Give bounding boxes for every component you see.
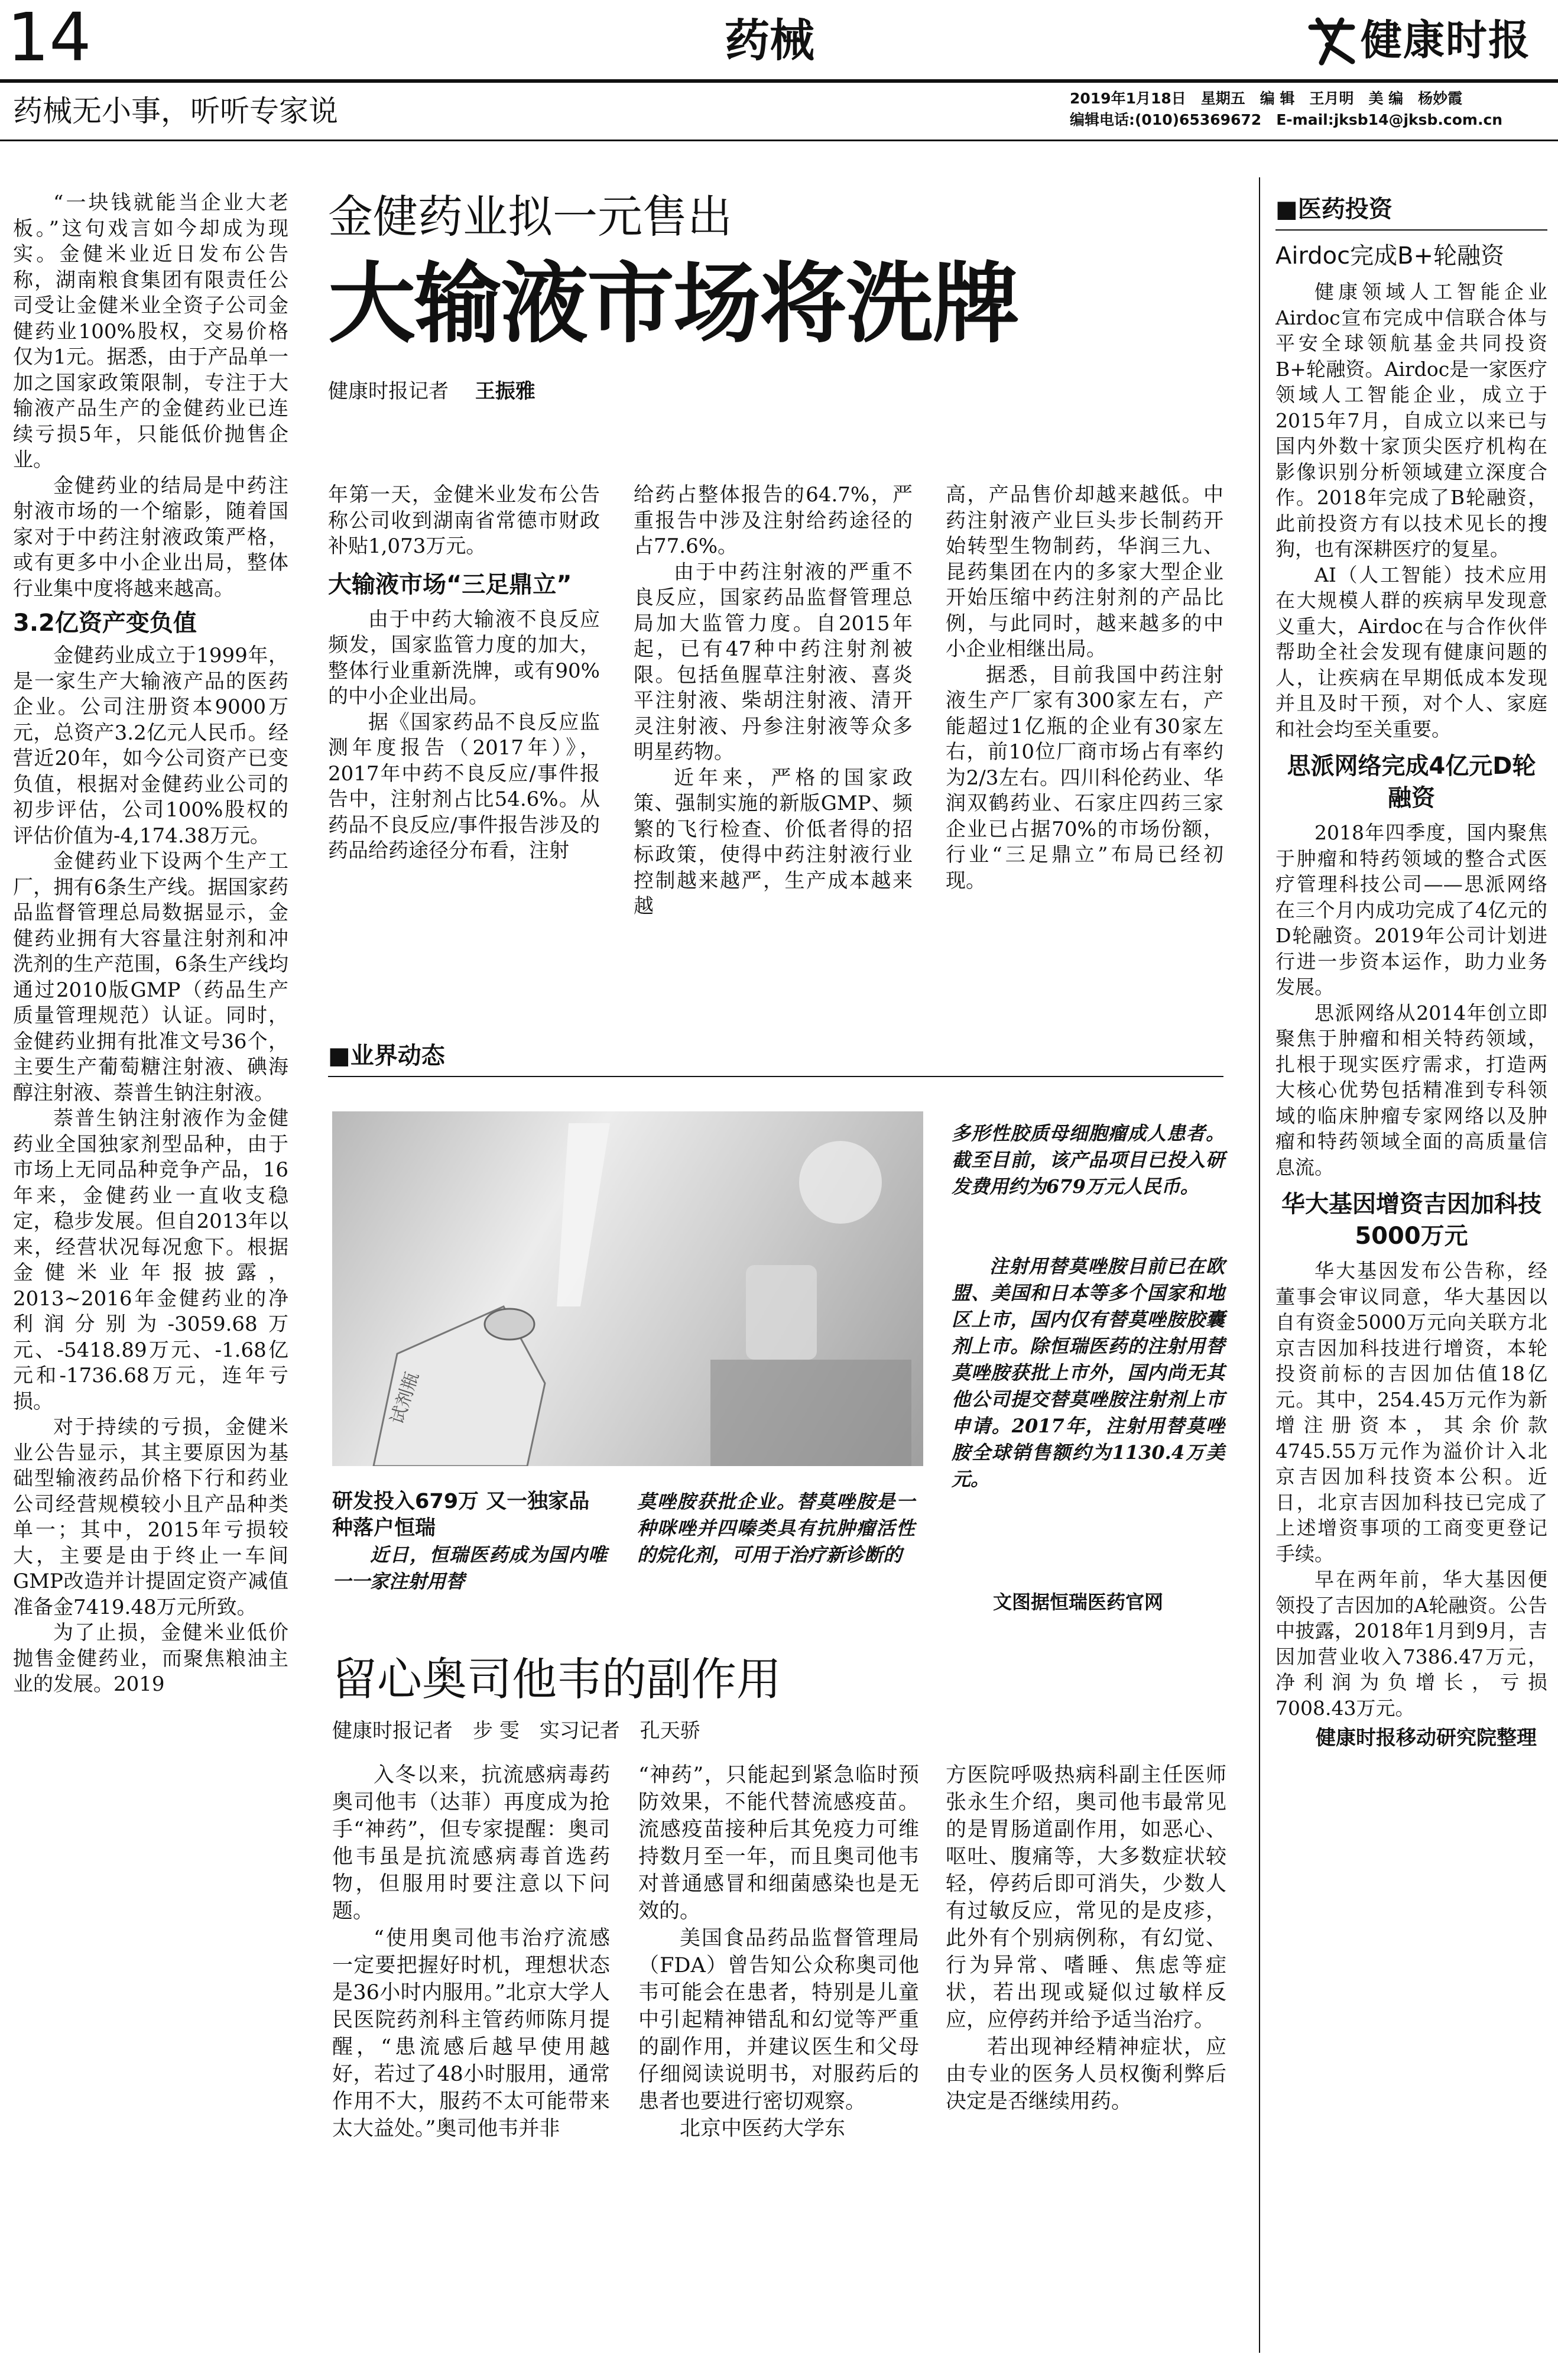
logo-text: 健康时报: [1361, 15, 1531, 64]
main-article-col3: [634, 482, 913, 920]
masthead-logo: [1306, 14, 1550, 67]
paragraph: “使用奥司他韦治疗流感一定要把握好时机，理想状态是36小时内服用。”北京大学人民医院药剂科主管药师陈月提醒，“患流感后越早使用越好，若过了48小时服用，通常作用不大，服药不太可能带来太大益处。”奥司他韦并非: [332, 1927, 610, 2141]
subhead-assets: 3.2亿资产变负值: [13, 609, 197, 637]
date-editor-line: 2019年1月18日 星期五 编 辑 王月明 美 编 杨妙霞: [1070, 90, 1463, 107]
article-headline: 大输液市场将洗牌: [328, 252, 1018, 355]
header-bottom-rule: [0, 140, 1558, 141]
main-col1b-paragraphs: [13, 643, 288, 1698]
industry-news-label: ■业界动态: [328, 1042, 445, 1069]
paragraph: 早在两年前，华大基因便领投了吉因加的A轮融资。公告中披露，2018年1月到9月，吉因加营业收入7386.47万元，净利润为负增长，亏损7008.43万元。: [1275, 1568, 1547, 1720]
second-article-headline: 留心奥司他韦的副作用: [332, 1653, 781, 1705]
photo-credit: 文图据恒瑞医药官网: [993, 1591, 1164, 1613]
paragraph: 高，产品售价却越来越低。中药注射液产业巨头步长制药开始转型生物制药，华润三九、昆药集团在内的多家大型企业开始压缩中药注射剂的产品比例，与此同时，越来越多的中小企业相继出局。: [946, 483, 1223, 661]
paragraph: 萘普生钠注射液作为金健药业全国独家剂型品种，由于市场上无同品种竞争产品，16年来，金健药业一直收支稳定，稳步发展。但自2013年以来，经营状况每况愈下。根据金健米业年报披露，2013~2016年金健药业的净利润分别为-3059.68万元、-5418.89万元、-1.68亿元和-1736.68万元，连年亏损。: [13, 1107, 288, 1413]
paragraph: 金健药业成立于1999年，是一家生产大输液产品的医药企业。公司注册资本9000万元，总资产3.2亿元人民币。经营近20年，如今公司资产已变负值，根据对金健药业公司的初步评估，公司100%股权的评估价值为-4,174.38万元。: [13, 644, 288, 848]
paragraph: 金健药业下设两个生产工厂，拥有6条生产线。据国家药品监督管理总局数据显示，金健药业拥有大容量注射剂和冲洗剂的生产范围，6条生产线均通过2010版GMP（药品生产质量管理规范）认证。同时，金健药业拥有批准文号36个，主要生产葡萄糖注射液、碘海醇注射液、萘普生钠注射液。: [13, 849, 288, 1105]
caption-col-b: 莫唑胺获批企业。替莫唑胺是一种咪唑并四嗪类具有抗肿瘤活性的烷化剂，可用于治疗新诊断的: [637, 1490, 915, 1566]
byline-label: 健康时报记者: [328, 380, 449, 403]
paragraph: “一块钱就能当企业大老板。”这句戏言如今却成为现实。金健米业近日发布公告称，湖南粮食集团有限责任公司受让金健米业全资子公司金健药业100%股权，交易价格仅为1元。据悉，由于产品单一加之国家政策限制，专注于大输液产品生产的金健药业已连续亏损5年，只能低价抛售企业。: [13, 191, 288, 472]
paragraph: 入冬以来，抗流感病毒药奥司他韦（达菲）再度成为抢手“神药”，但专家提醒：奥司他韦虽是抗流感病毒首选药物，但服用时要注意以下问题。: [332, 1763, 610, 1923]
paragraph: 给药占整体报告的64.7%，严重报告中涉及注射给药途径的占77.6%。: [634, 483, 913, 558]
contact-line: 编辑电话:(010)65369672 E-mail:jksb14@jksb.com.cn: [1070, 111, 1503, 128]
paragraph: 北京中医药大学东: [680, 2117, 846, 2141]
paragraph: 年第一天，金健米业发布公告称公司收到湖南省常德市财政补贴1,073万元。: [328, 483, 600, 558]
paragraph: 金健药业的结局是中药注射液市场的一个缩影，随着国家对于中药注射液政策严格，或有更多中小企业出局，整体行业集中度将越来越高。: [13, 474, 288, 601]
paragraph: 美国食品药品监督管理局（FDA）曾告知公众称奥司他韦可能会在患者，特别是儿童中引起精神错乱和幻觉等严重的副作用，并建议医生和父母仔细阅读说明书，对服药后的患者也要进行密切观察。: [638, 1927, 919, 2113]
paragraph: 为了止损，金健米业低价抛售金健药业，而聚焦粮油主业的发展。2019: [13, 1621, 288, 1696]
paragraph: 华大基因发布公告称，经董事会审议同意，华大基因以自有资金5000万元向关联方北京吉因加科技进行增资，本轮投资前标的吉因加估值18亿元。其中，254.45万元作为新增注册资本，其余价款4745.55万元作为溢价计入北京吉因加科技资本公积。近日，北京吉因加科技已完成了上述增资事项的工商变更登记手续。: [1275, 1259, 1547, 1565]
main-col1-paragraphs: [13, 190, 288, 602]
second-article-col1: [332, 1762, 610, 2142]
main-article-col2: [328, 482, 600, 864]
sidebar-item1-title: Airdoc完成B+轮融资: [1275, 242, 1505, 270]
paragraph: 由于中药大输液不良反应频发，国家监管力度的加大，整体行业重新洗牌，或有90%的中小企业出局。: [328, 607, 600, 708]
sidebar-credit: 健康时报移动研究院整理: [1316, 1726, 1537, 1750]
paragraph: 方医院呼吸热病科副主任医师张永生介绍，奥司他韦最常见的是胃肠道副作用，如恶心、呕吐、腹痛等，大多数症状较轻，停药后即可消失，少数人有过敏反应，常见的是皮疹，此外有个别病例称，有幻觉、行为异常、嗜睡、焦虑等症状，若出现或疑似过敏样反应，应停药并给予适当治疗。: [946, 1763, 1226, 2032]
sidebar-section-label: ■医药投资: [1275, 196, 1393, 223]
paragraph: 若出现神经精神症状，应由专业的医务人员权衡利弊后决定是否继续用药。: [946, 2035, 1226, 2113]
paragraph: 思派网络从2014年创立即聚焦于肿瘤和相关特药领域，扎根于现实医疗需求，打造两大核心优势包括精准到专科领域的临床肿瘤专家网络以及肿瘤和特药领域全面的高质量信息流。: [1275, 1001, 1547, 1179]
second-article-col3: [946, 1762, 1226, 2115]
paragraph: 健康领域人工智能企业Airdoc宣布完成中信联合体与平安全球领航基金共同投资B+轮融资。Airdoc是一家医疗领域人工智能企业，成立于2015年7月，自成立以来已与国内外数十家顶尖医疗机构在影像识别分析领域建立深度合作。2018年完成了B轮融资，此前投资方有以技术见长的搜狗，也有深耕医疗的复星。: [1275, 280, 1547, 560]
sidebar-item3-title: 华大基因增资吉因加科技5000万元: [1281, 1191, 1541, 1250]
sidebar-divider: [1259, 177, 1260, 2353]
paragraph: 近年来，严格的国家政策、强制实施的新版GMP、频繁的飞行检查、价低者得的招标政策，使得中药注射液行业控制越来越严，生产成本越来越: [634, 766, 913, 918]
sidebar-label-rule: [1275, 229, 1547, 231]
second-article-byline: 健康时报记者 步 雯 实习记者 孔天骄: [332, 1719, 700, 1743]
paragraph: “神药”，只能起到紧急临时预防效果，不能代替流感疫苗。流感疫苗接种后其免疫力可维持数月至一年，而且奥司他韦对普通感冒和细菌感染也是无效的。: [638, 1763, 919, 1923]
lab-photo: [332, 1111, 923, 1466]
paragraph: 对于持续的亏损，金健米业公告显示，其主要原因为基础型输液药品价格下行和药业公司经营规模较小且产品种类单一；其中，2015年亏损较大，主要是由于终止一车间GMP改造并计提固定资产减值准备金7419.48万元所致。: [13, 1415, 288, 1619]
paragraph: AI（人工智能）技术应用在大规模人群的疾病早发现意义重大，Airdoc在与合作伙伴帮助全社会发现有健康问题的人，让疾病在早期低成本发现并且及时干预，对个人、家庭和社会均至关重要。: [1275, 563, 1547, 741]
sidebar-column: [1275, 240, 1547, 1752]
caption-col-c1: 多形性胶质母细胞瘤成人患者。截至目前，该产品项目已投入研发费用约为679万元人民币。: [952, 1122, 1225, 1198]
lab-bottle-illustration: [332, 1111, 923, 1466]
masthead-rule: [0, 79, 1558, 83]
caption-col-a: 近日，恒瑞医药成为国内唯一一家注射用替: [332, 1544, 607, 1593]
page-number: 14: [7, 0, 92, 76]
main-article-col4: [946, 482, 1223, 894]
article-kicker: 金健药业拟一元售出: [328, 190, 732, 243]
main-article-col1: [13, 190, 288, 1698]
industry-news-rule: [328, 1076, 1223, 1077]
paragraph: 据悉，目前我国中药注射液生产厂家有300家左右，产能超过1亿瓶的企业有30家左右，前10位厂商市场占有率约为2/3左右。四川科伦药业、华润双鹤药业、石家庄四药三家企业已占据70%的市场份额，行业“三足鼎立”布局已经初现。: [946, 663, 1223, 893]
newspaper-emblem-icon: [1306, 15, 1357, 66]
section-title: 药械: [725, 14, 814, 67]
sidebar-item2-title: 思派网络完成4亿元D轮融资: [1287, 753, 1536, 812]
second-article-col2: [638, 1762, 919, 2142]
paragraph: 由于中药注射液的严重不良反应，国家药品监督管理总局加大监管力度。自2015年起，已有47种中药注射剂被限。包括鱼腥草注射液、喜炎平注射液、柴胡注射液、清开灵注射液、丹参注射液等众多明星药物。: [634, 560, 913, 764]
paragraph: 据《国家药品不良反应监测年度报告（2017年）》，2017年中药不良反应/事件报告中，注射剂占比54.6%。从药品不良反应/事件报告涉及的药品给药途径分布看，注射: [328, 710, 600, 862]
section-slogan: 药械无小事，听听专家说: [13, 94, 338, 128]
paragraph: 2018年四季度，国内聚焦于肿瘤和特药领域的整合式医疗管理科技公司——思派网络在三个月内成功完成了4亿元的D轮融资。2019年公司计划进行进一步资本运作，助力业务发展。: [1275, 821, 1547, 998]
caption-col-c2: 注射用替莫唑胺目前已在欧盟、美国和日本等多个国家和地区上市，国内仅有替莫唑胺胶囊剂上市。除恒瑞医药的注射用替莫唑胺获批上市外，国内尚无其他公司提交替莫唑胺注射剂上市申请。2017年，注射用替莫唑胺全球销售额约为1130.4万美元。: [952, 1255, 1225, 1490]
subhead-market: 大输液市场“三足鼎立”: [328, 570, 572, 598]
article-byline: [328, 378, 535, 404]
byline-name: 王振雅: [475, 380, 535, 403]
bottle-label-text: 试剂瓶: [387, 1369, 423, 1427]
caption-title: 研发投入679万 又一独家品种落户恒瑞: [332, 1490, 590, 1540]
